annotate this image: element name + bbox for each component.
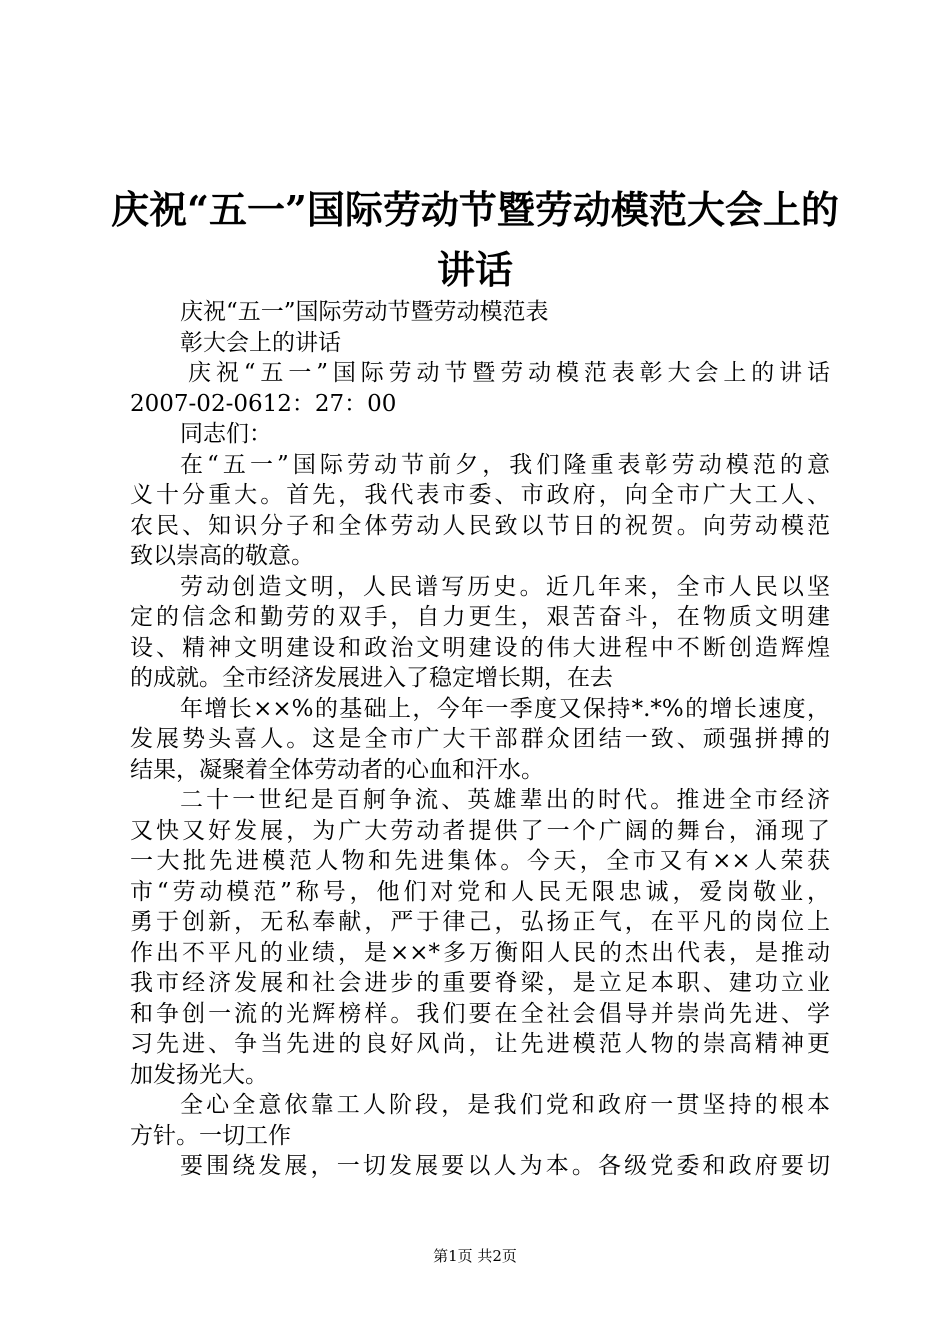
paragraph-line: 方针。一切工作 [130, 1122, 291, 1149]
paragraph-line: 又快又好发展，为广大劳动者提供了一个广阔的舞台，涌现了 [130, 817, 830, 844]
salutation: 同志们： [180, 421, 272, 447]
document-body [130, 297, 830, 1182]
page-footer: 第1页 共2页 [433, 1247, 517, 1265]
paragraph-line: 二十一世纪是百舸争流、英雄辈出的时代。推进全市经济 [180, 787, 830, 813]
paragraph-line: 一大批先进模范人物和先进集体。今天，全市又有××人荣获 [130, 848, 830, 874]
paragraph-line: 发展势头喜人。这是全市广大干部群众团结一致、顽强拼搏的 [130, 726, 830, 752]
paragraph-line: 义十分重大。首先，我代表市委、市政府，向全市广大工人、 [130, 482, 830, 508]
paragraph-line: 我市经济发展和社会进步的重要脊梁，是立足本职、建功立业 [130, 970, 830, 996]
paragraph-line: 要围绕发展，一切发展要以人为本。各级党委和政府要切 [180, 1153, 830, 1179]
paragraph-line: 市“劳动模范”称号，他们对党和人民无限忠诚，爱岗敬业， [130, 878, 830, 905]
paragraph-line: 劳动创造文明，人民谱写历史。近几年来，全市人民以坚 [180, 573, 830, 600]
paragraph-line: 年增长××%的基础上，今年一季度又保持*.*%的增长速度， [180, 695, 830, 722]
paragraph-line: 定的信念和勤劳的双手，自力更生，艰苦奋斗，在物质文明建 [130, 604, 830, 630]
paragraph-line: 加发扬光大。 [130, 1061, 268, 1088]
paragraph-line: 在“五一”国际劳动节前夕，我们隆重表彰劳动模范的意 [180, 451, 830, 478]
paragraph-line: 农民、知识分子和全体劳动人民致以节日的祝贺。向劳动模范 [130, 512, 830, 539]
paragraph-line: 勇于创新，无私奉献，严于律己，弘扬正气，在平凡的岗位上 [130, 909, 830, 935]
paragraph-line: 结果，凝聚着全体劳动者的心血和汗水。 [130, 756, 544, 783]
paragraph-line: 全心全意依靠工人阶段，是我们党和政府一贯坚持的根本 [180, 1092, 830, 1118]
subtitle-line-2: 彰大会上的讲话 [180, 329, 341, 356]
date-line: 2007-02-0612：27：00 [130, 390, 397, 417]
paragraph-line: 设、精神文明建设和政治文明建设的伟大进程中不断创造辉煌 [130, 634, 830, 661]
document-title-line-2: 讲话 [436, 247, 513, 292]
paragraph-line: 的成就。全市经济发展进入了稳定增长期，在去 [130, 665, 613, 691]
repeat-title-line: 庆祝“五一”国际劳动节暨劳动模范表彰大会上的讲话 [188, 360, 830, 386]
paragraph-line: 习先进、争当先进的良好风尚，让先进模范人物的崇高精神更 [130, 1031, 830, 1057]
paragraph-line: 致以崇高的敬意。 [130, 543, 314, 569]
paragraph-line: 和争创一流的光辉榜样。我们要在全社会倡导并崇尚先进、学 [130, 1000, 830, 1027]
document-title-line-1: 庆祝“五一”国际劳动节暨劳动模范大会上的 [111, 187, 839, 232]
subtitle-line-1: 庆祝“五一”国际劳动节暨劳动模范表 [180, 299, 549, 325]
paragraph-line: 作出不平凡的业绩，是××*多万衡阳人民的杰出代表，是推动 [130, 939, 830, 966]
